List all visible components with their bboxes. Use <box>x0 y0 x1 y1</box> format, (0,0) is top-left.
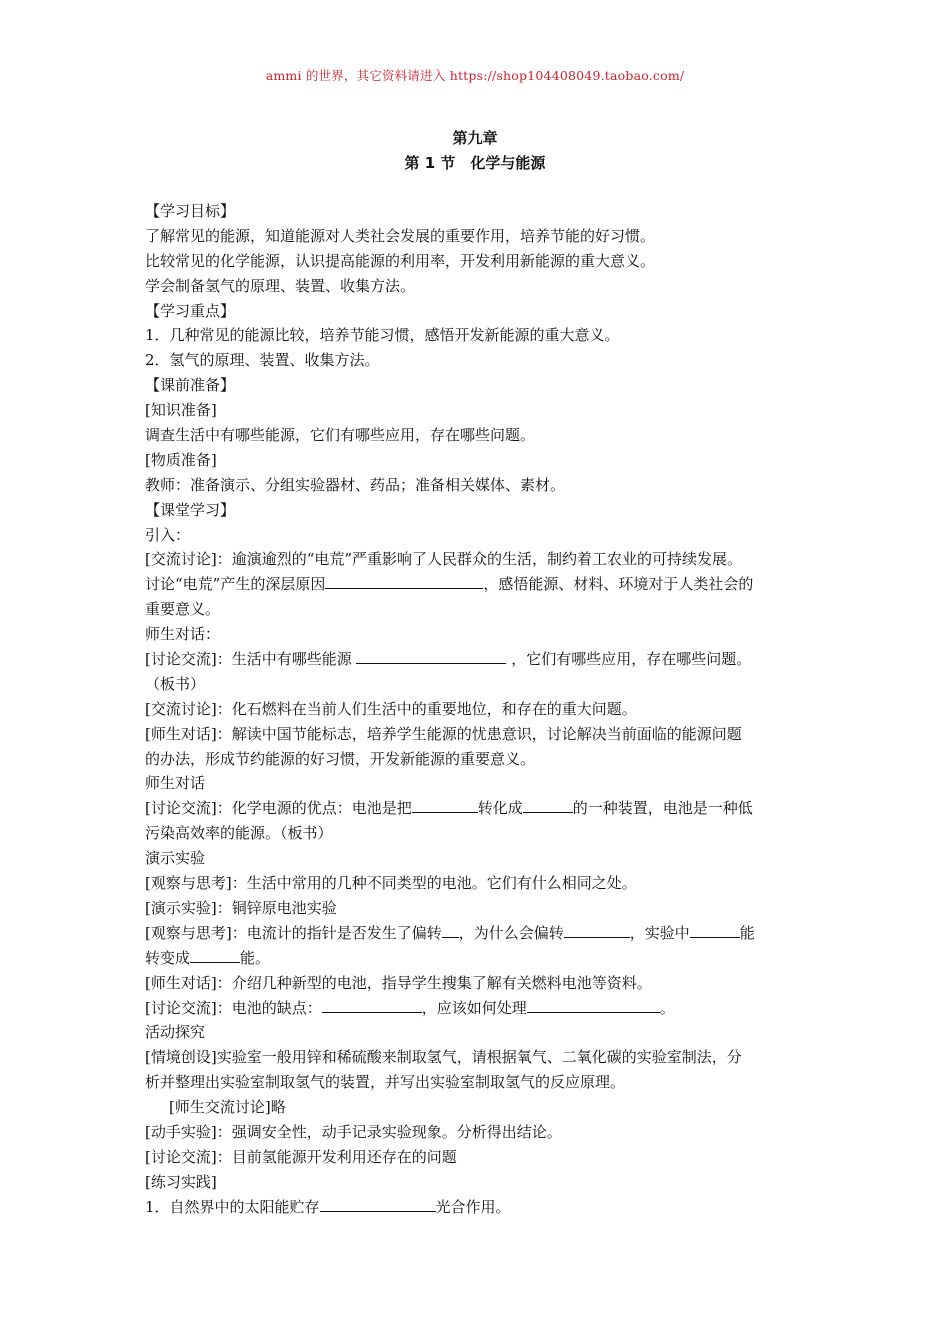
header-watermark: ammi 的世界，其它资料请进入 https://shop104408049.taobao.com/ <box>265 68 685 83</box>
text-segment: ，它们有哪些应用，存在哪些问题。 <box>506 650 752 669</box>
text-line: 学会制备氢气的原理、装置、收集方法。 <box>145 276 416 295</box>
text-line: 活动探究 <box>145 1023 206 1042</box>
text-line: [讨论交流]：目前氢能源开发利用还存在的问题 <box>145 1147 457 1166</box>
text-line: 师生对话： <box>145 625 221 644</box>
text-segment: 能 <box>739 923 755 942</box>
text-line: 教师：准备演示、分组实验器材、药品；准备相关媒体、素材。 <box>145 475 566 494</box>
text-segment: 转变成 <box>145 948 191 967</box>
text-line: [交流讨论]：化石燃料在当前人们生活中的重要地位，和存在的重大问题。 <box>145 699 637 718</box>
text-line <box>145 1195 815 1220</box>
text-line: 重要意义。 <box>145 600 221 619</box>
heading-focus: 【学习重点】 <box>145 301 236 320</box>
fill-blank <box>322 997 422 1013</box>
text-line <box>145 572 815 597</box>
text-segment: 转化成 <box>477 799 523 818</box>
heading-class: 【课堂学习】 <box>145 500 236 519</box>
heading-prep: 【课前准备】 <box>145 376 236 395</box>
text-segment: 讨论“电荒”产生的深层原因 <box>145 575 326 594</box>
fill-blank <box>190 947 240 963</box>
text-line: 师生对话 <box>145 774 206 793</box>
text-line: [交流讨论]：逾演逾烈的“电荒”严重影响了人民群众的生活，制约着工农业的可持续发展。 <box>145 550 743 569</box>
text-line: [观察与思考]：生活中常用的几种不同类型的电池。它们有什么相同之处。 <box>145 874 637 893</box>
text-segment: 的一种装置，电池是一种低 <box>572 799 753 818</box>
text-line: [动手实验]：强调安全性，动手记录实验现象。分析得出结论。 <box>145 1122 562 1141</box>
text-line <box>145 647 815 672</box>
text-line: 1．几种常见的能源比较，培养节能习惯，感悟开发新能源的重大意义。 <box>145 326 620 345</box>
text-line: [师生对话]：解读中国节能标志，培养学生能源的忧患意识，讨论解决当前面临的能源问题 <box>145 724 742 743</box>
text-line: 2．氢气的原理、装置、收集方法。 <box>145 351 380 370</box>
fill-blank <box>325 573 483 589</box>
text-segment: 光合作用。 <box>435 1197 511 1216</box>
text-line: 的办法，形成节约能源的好习惯，开发新能源的重要意义。 <box>145 749 536 768</box>
text-line <box>145 946 815 971</box>
text-line: [演示实验]：铜锌原电池实验 <box>145 898 337 917</box>
text-segment: 。 <box>659 998 675 1017</box>
heading-goals: 【学习目标】 <box>145 202 236 220</box>
text-segment: [讨论交流]：电池的缺点： <box>145 998 322 1017</box>
text-segment: ，应该如何处理 <box>421 998 527 1017</box>
fill-blank <box>527 997 660 1013</box>
text-line: [物质准备] <box>145 450 217 469</box>
text-segment: ，为什么会偏转 <box>458 923 564 942</box>
text-line: [师生交流讨论]略 <box>169 1098 286 1117</box>
text-line: [情境创设]实验室一般用锌和稀硫酸来制取氢气，请根据氧气、二氧化碳的实验室制法，分 <box>145 1048 742 1067</box>
fill-blank <box>690 922 740 938</box>
text-line <box>145 921 815 946</box>
text-line: 污染高效率的能源。（板书） <box>145 824 333 843</box>
text-line: 析并整理出实验室制取氢气的装置，并写出实验室制取氢气的反应原理。 <box>145 1073 626 1092</box>
text-line: [师生对话]：介绍几种新型的电池，指导学生搜集了解有关燃料电池等资料。 <box>145 973 652 992</box>
text-segment: 能。 <box>240 948 271 967</box>
text-segment: [讨论交流]：化学电源的优点：电池是把 <box>145 799 412 818</box>
text-segment: ，实验中 <box>629 923 690 942</box>
text-line: [练习实践] <box>145 1172 217 1191</box>
fill-blank <box>356 648 506 664</box>
text-line <box>145 996 815 1021</box>
section-title: 第 1 节 化学与能源 <box>404 154 546 172</box>
fill-blank <box>523 797 573 813</box>
text-line: 比较常见的化学能源，认识提高能源的利用率，开发利用新能源的重大意义。 <box>145 251 656 270</box>
text-line <box>145 796 815 821</box>
text-line: 了解常见的能源，知道能源对人类社会发展的重要作用，培养节能的好习惯。 <box>145 226 656 245</box>
text-segment: [观察与思考]：电流计的指针是否发生了偏转 <box>145 923 442 942</box>
fill-blank <box>320 1196 436 1212</box>
text-line: 调查生活中有哪些能源，它们有哪些应用，存在哪些问题。 <box>145 426 536 445</box>
text-line: （板书） <box>145 674 206 693</box>
fill-blank <box>442 922 459 938</box>
fill-blank <box>564 922 630 938</box>
text-segment: 1．自然界中的太阳能贮存 <box>145 1197 320 1216</box>
text-line: 演示实验 <box>145 849 206 868</box>
fill-blank <box>412 797 478 813</box>
text-segment: [讨论交流]：生活中有哪些能源 <box>145 650 357 669</box>
text-segment: ，感悟能源、材料、环境对于人类社会的 <box>483 575 754 594</box>
text-line: 引入： <box>145 525 191 544</box>
document-body <box>145 199 815 1220</box>
text-line: [知识准备] <box>145 401 217 420</box>
chapter-title: 第九章 <box>452 129 498 147</box>
